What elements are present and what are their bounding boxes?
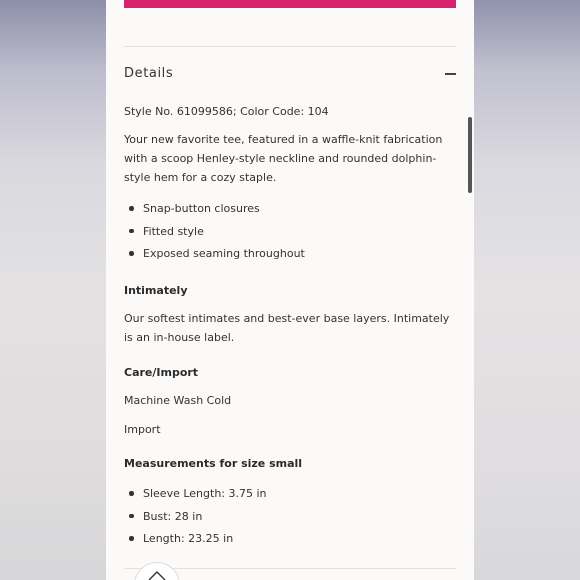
bullet-icon xyxy=(129,229,134,234)
bullet-icon xyxy=(129,514,134,519)
list-item: Length: 23.25 in xyxy=(124,529,267,552)
intimately-description: Our softest intimates and best-ever base layers. Intimately is an in-house label. xyxy=(124,312,450,344)
list-item: Sleeve Length: 3.75 in xyxy=(124,484,267,507)
measurements-heading: Measurements for size small xyxy=(124,457,303,470)
product-description: Your new favorite tee, featured in a waffle-knit fabrication with a scoop Henley-style neckline and rounded dolphin-style hem for a cozy staple. xyxy=(124,133,443,184)
intimately-heading: Intimately xyxy=(124,284,188,297)
bullet-icon xyxy=(129,251,134,256)
import-info: Import xyxy=(124,423,161,436)
measurements-list xyxy=(124,484,267,552)
bullet-icon xyxy=(129,206,134,211)
details-accordion-title[interactable]: Details xyxy=(124,66,174,81)
divider xyxy=(124,46,456,47)
background-left xyxy=(0,0,106,580)
list-item: Exposed seaming throughout xyxy=(124,244,305,267)
bullet-icon xyxy=(129,536,134,541)
chevron-up-icon xyxy=(148,571,166,580)
product-details-panel xyxy=(106,0,474,580)
minus-icon[interactable] xyxy=(445,73,456,75)
scrollbar[interactable] xyxy=(468,117,472,193)
list-item: Bust: 28 in xyxy=(124,507,267,530)
style-number: Style No. 61099586; Color Code: 104 xyxy=(124,105,329,118)
care-instruction: Machine Wash Cold xyxy=(124,394,232,407)
scroll-to-top-button[interactable] xyxy=(134,562,180,580)
bullet-icon xyxy=(129,491,134,496)
background-right xyxy=(474,0,580,580)
list-item: Fitted style xyxy=(124,222,305,245)
add-to-bag-button[interactable] xyxy=(124,0,456,8)
list-item: Snap-button closures xyxy=(124,199,305,222)
feature-list xyxy=(124,199,305,267)
care-heading: Care/Import xyxy=(124,366,199,379)
